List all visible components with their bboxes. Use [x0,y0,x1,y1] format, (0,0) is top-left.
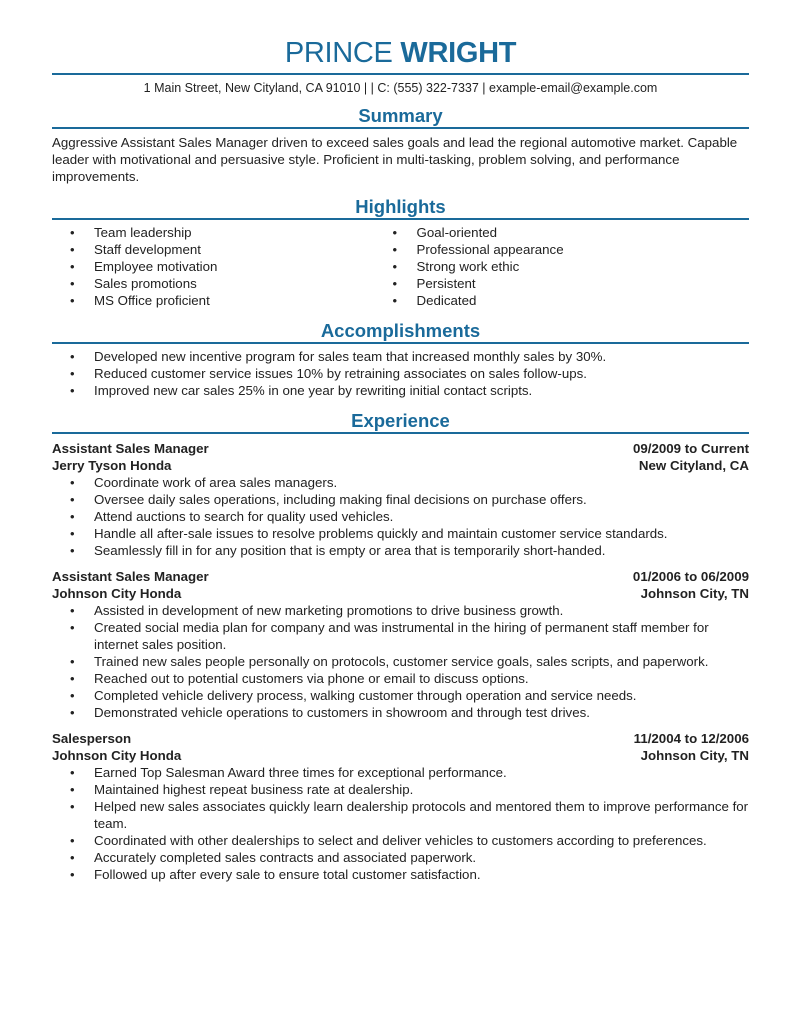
highlights-columns [52,224,749,309]
job-bullet: • Coordinated with other dealerships to select and deliver vehicles to customers according to preferences. [52,832,749,849]
highlight-item: • Staff development [52,241,401,258]
job-bullet: • Demonstrated vehicle operations to customers in showroom and through test drives. [52,704,749,721]
job-header [52,568,749,585]
contact-line: 1 Main Street, New Cityland, CA 91010 | | C: (555) 322-7337 | example-email@example.com [143,81,658,95]
experience-heading: Experience [351,410,450,431]
highlight-item: • Team leadership [52,224,401,241]
job-dates: 09/2009 to Current [632,441,749,456]
candidate-name [52,36,749,70]
job-title: Assistant Sales Manager [52,569,209,584]
job-bullet: • Seamlessly fill in for any position that is empty or area that is temporarily short-handed. [52,542,749,559]
job-location: Johnson City, TN [640,748,749,763]
job-bullet: • Oversee daily sales operations, including making final decisions on purchase offers. [52,491,749,508]
job-bullet: • Followed up after every sale to ensure total customer satisfaction. [52,866,749,883]
accomplishments-heading: Accomplishments [320,320,481,341]
job-bullet: • Created social media plan for company and was instrumental in the hiring of permanent staff member for internet sales position. [52,619,749,653]
job-location: Johnson City, TN [640,586,749,601]
accomplishment-item: • Improved new car sales 25% in one year by rewriting initial contact scripts. [52,382,749,399]
job-dates: 01/2006 to 06/2009 [632,569,749,584]
job-location: New Cityland, CA [638,458,749,473]
job-company-row [52,585,749,602]
summary-divider [52,127,749,129]
highlight-item: • Employee motivation [52,258,401,275]
job-dates: 11/2004 to 12/2006 [633,731,749,746]
highlight-item: • Goal-oriented [375,224,724,241]
job-bullet: • Accurately completed sales contracts and associated paperwork. [52,849,749,866]
job-bullet: • Completed vehicle delivery process, walking customer through operation and service needs. [52,687,749,704]
summary-heading: Summary [358,105,443,126]
job-title: Salesperson [52,731,132,746]
job-bullet: • Trained new sales people personally on protocols, customer service goals, sales scripts, and paperwork. [52,653,749,670]
job-company-row [52,747,749,764]
job-header [52,440,749,457]
job-bullet: • Attend auctions to search for quality used vehicles. [52,508,749,525]
highlight-item: • Dedicated [375,292,724,309]
job-company-row [52,457,749,474]
highlights-left-list [52,224,401,309]
first-name: PRINCE [284,37,393,69]
highlight-item: • Persistent [375,275,724,292]
job-bullets [52,602,749,721]
job-company: Johnson City Honda [52,748,182,763]
job-bullets [52,474,749,559]
accomplishment-item: • Developed new incentive program for sales team that increased monthly sales by 30%. [52,348,749,365]
job-entry [52,568,749,721]
header-divider [52,73,749,75]
summary-text: Aggressive Assistant Sales Manager driven to exceed sales goals and lead the regional automotive market. Capable leader with motivational and persuasive style. Proficient in multi-tasking, problem solving, and performance improvements. [52,135,738,184]
highlight-item: • Professional appearance [375,241,724,258]
job-bullet: • Assisted in development of new marketing promotions to drive business growth. [52,602,749,619]
job-header [52,730,749,747]
job-bullet: • Helped new sales associates quickly learn dealership protocols and mentored them to improve performance for team. [52,798,749,832]
job-entry [52,730,749,883]
resume-page [52,0,749,883]
job-bullet: • Earned Top Salesman Award three times for exceptional performance. [52,764,749,781]
job-bullets [52,764,749,883]
highlights-right-list [375,224,724,309]
job-bullet: • Handle all after-sale issues to resolve problems quickly and maintain customer service standards. [52,525,749,542]
job-bullet: • Coordinate work of area sales managers. [52,474,749,491]
highlights-heading: Highlights [355,196,446,217]
highlight-item: • Sales promotions [52,275,401,292]
job-company: Johnson City Honda [52,586,182,601]
job-title: Assistant Sales Manager [52,441,209,456]
job-entry [52,440,749,559]
last-name: WRIGHT [400,37,517,69]
highlight-item: • Strong work ethic [375,258,724,275]
job-company: Jerry Tyson Honda [52,458,172,473]
highlight-item: • MS Office proficient [52,292,401,309]
job-bullet: • Maintained highest repeat business rate at dealership. [52,781,749,798]
job-bullet: • Reached out to potential customers via phone or email to discuss options. [52,670,749,687]
accomplishments-divider [52,342,749,344]
experience-divider [52,432,749,434]
accomplishments-list [52,348,749,399]
accomplishment-item: • Reduced customer service issues 10% by retraining associates on sales follow-ups. [52,365,749,382]
highlights-divider [52,218,749,220]
